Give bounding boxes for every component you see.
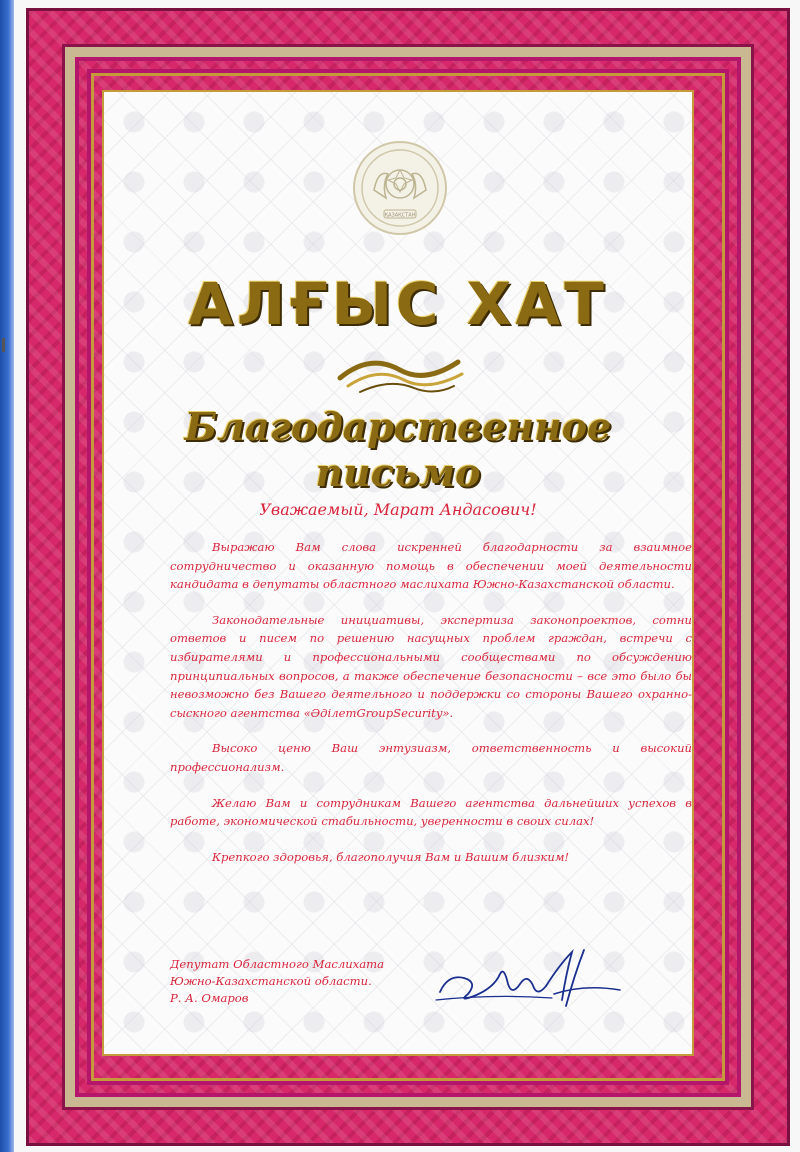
title-kazakh: АЛҒЫС ХАТ	[188, 270, 608, 338]
emblem-text: ҚАЗАҚСТАН	[384, 212, 416, 219]
letter-body	[170, 538, 692, 883]
ornament-swirl-icon	[330, 348, 470, 398]
scan-edge	[0, 0, 14, 1152]
state-emblem-icon	[352, 140, 448, 236]
salutation: Уважаемый, Марат Андасович!	[259, 500, 537, 519]
paragraph-gratitude: Выражаю Вам слова искренней благодарности за взаимное сотрудничество и оказанную помощь в обеспечении моей деятельности кандидата в депутаты областного маслихата Южно-Казахстанской области.	[170, 540, 692, 592]
handwritten-signature	[434, 944, 624, 1014]
signatory-name: Р. А. Омаров	[170, 991, 249, 1005]
paragraph-appreciation: Высоко ценю Ваш энтузиазм, ответственность и высокий профессионализм.	[170, 741, 692, 774]
title-russian-line1: Благодарственное	[184, 404, 612, 449]
title-russian-line2: письмо	[315, 450, 481, 495]
paragraph-wishes: Желаю Вам и сотрудникам Вашего агентства дальнейших успехов в работе, экономической стабильности, уверенности в своих силах!	[170, 795, 692, 829]
title-russian	[104, 404, 692, 496]
letter-content-area	[102, 90, 694, 1056]
pencil-mark	[2, 338, 5, 352]
signatory-region: Южно-Казахстанской области.	[170, 974, 372, 988]
signatory-position: Депутат Областного Маслихата	[170, 957, 385, 971]
paragraph-initiatives: Законодательные инициативы, экспертиза законопроектов, сотни ответов и писем по решению насущных проблем граждан, встречи с избирателями и профессиональными сообществами по обсуждению принципиальных вопросов, а также обеспечение безопасности – все это было бы невозможно без Вашего деятельного и поддержки со стороны Вашего охранно-сыскного агентства «ӘділетGroupSecurity».	[170, 612, 692, 720]
signatory-block	[170, 956, 430, 1007]
paragraph-health: Крепкого здоровья, благополучия Вам и Вашим близким!	[212, 849, 570, 864]
